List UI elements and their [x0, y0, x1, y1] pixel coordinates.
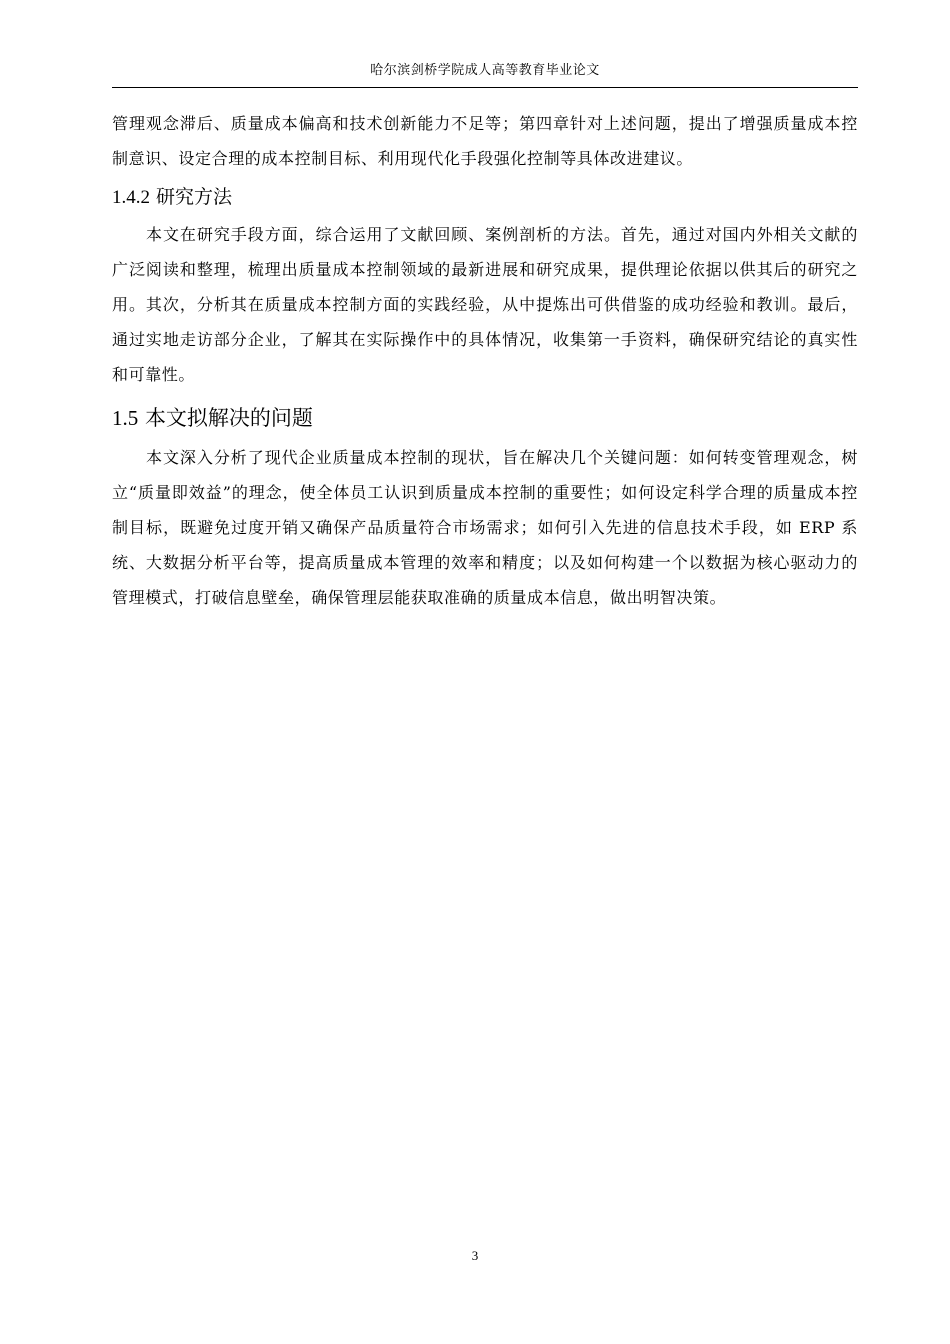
section-heading-1-5 — [112, 402, 858, 434]
header-rule — [112, 87, 858, 88]
research-methods-paragraph: 本文在研究手段方面，综合运用了文献回顾、案例剖析的方法。首先，通过对国内外相关文献的广泛阅读和整理，梳理出质量成本控制领域的最新进展和研究成果，提供理论依据以供其后的研究之用。其次，分析其在质量成本控制方面的实践经验，从中提炼出可供借鉴的成功经验和教训。最后，通过实地走访部分企业，了解其在实际操作中的具体情况，收集第一手资料，确保研究结论的真实性和可靠性。 — [112, 225, 858, 384]
section-number: 1.5 — [112, 406, 139, 430]
page-number: 3 — [471, 1248, 479, 1263]
document-body — [112, 106, 858, 615]
section-title: 研究方法 — [156, 186, 233, 208]
section-heading-1-4-2 — [112, 182, 858, 213]
running-header: 哈尔滨剑桥学院成人高等教育毕业论文 — [370, 63, 600, 78]
problems-paragraph: 本文深入分析了现代企业质量成本控制的现状，旨在解决几个关键问题：如何转变管理观念，树立“质量即效益”的理念，使全体员工认识到质量成本控制的重要性；如何设定科学合理的质量成本控制目标，既避免过度开销又确保产品质量符合市场需求；如何引入先进的信息技术手段，如 ERP 系统、大数据分析平台等，提高质量成本管理的效率和精度；以及如何构建一个以数据为核心驱动力的管理模式，打破信息壁垒，确保管理层能获取准确的质量成本信息，做出明智决策。 — [112, 448, 858, 607]
intro-paragraph: 管理观念滞后、质量成本偏高和技术创新能力不足等；第四章针对上述问题，提出了增强质量成本控制意识、设定合理的成本控制目标、利用现代化手段强化控制等具体改进建议。 — [112, 114, 858, 168]
section-number: 1.4.2 — [112, 187, 150, 208]
section-title: 本文拟解决的问题 — [144, 406, 313, 430]
